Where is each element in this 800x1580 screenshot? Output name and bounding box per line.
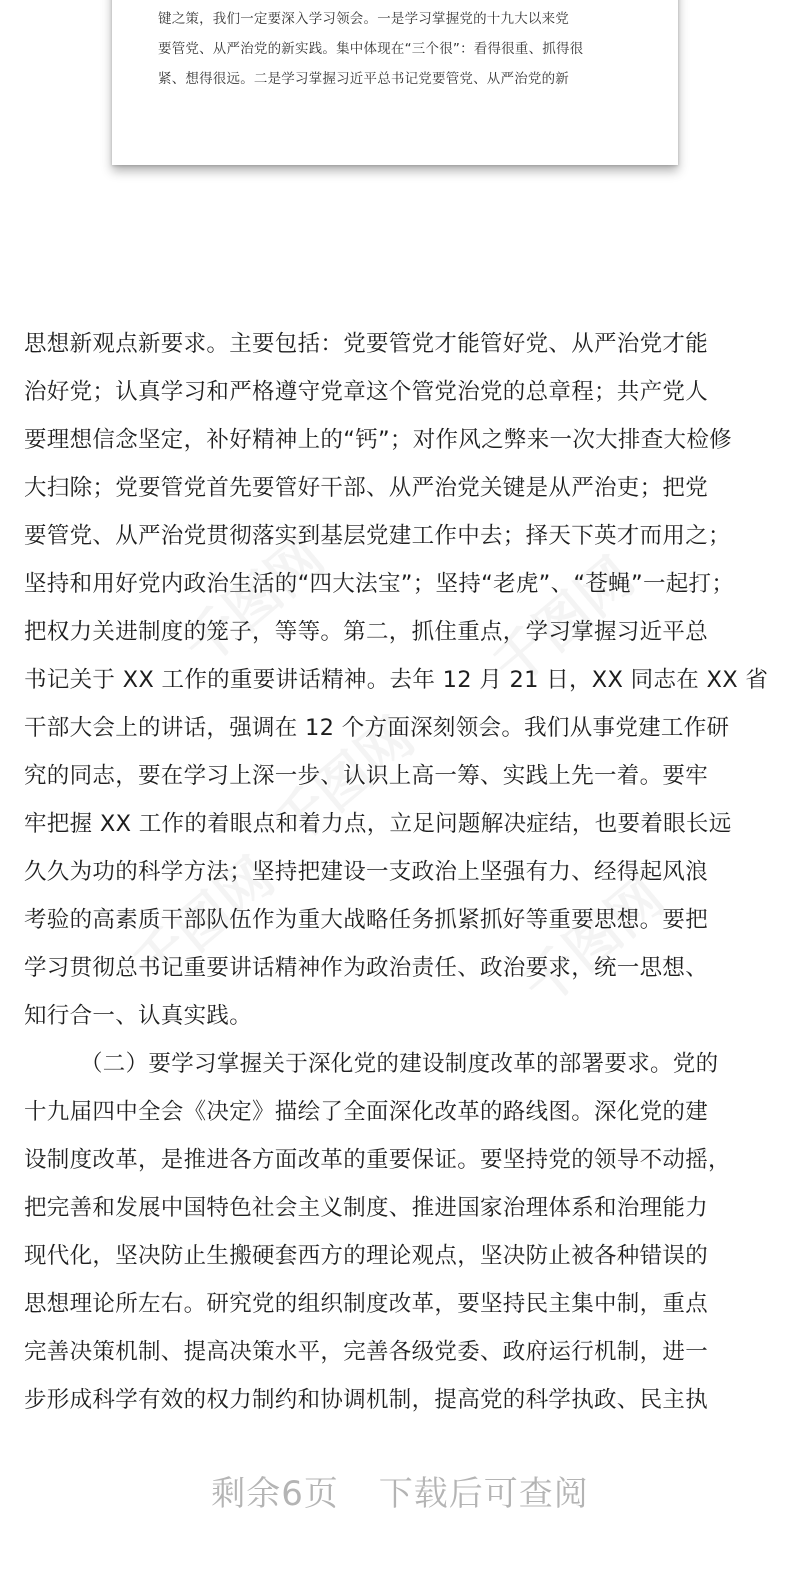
section-heading-line: （二）要学习掌握关于深化党的建设制度改革的部署要求。党的	[80, 1051, 719, 1077]
body-line: 坚持和用好党内政治生活的“四大法宝”；坚持“老虎”、“苍蝇”一起打；	[24, 571, 735, 597]
body-line: 究的同志，要在学习上深一步、认识上高一筹、实践上先一着。要牢	[24, 763, 709, 789]
download-to-view-label[interactable]: 下载后可查阅	[378, 1474, 589, 1514]
body-line: 把完善和发展中国特色社会主义制度、推进国家治理体系和治理能力	[24, 1195, 709, 1221]
body-line: 干部大会上的讲话，强调在 12 个方面深刻领会。我们从事党建工作研	[24, 715, 730, 741]
body-line: 思想理论所左右。研究党的组织制度改革，要坚持民主集中制，重点	[24, 1291, 709, 1317]
preview-text	[158, 4, 638, 94]
body-line: 知行合一、认真实践。	[24, 1003, 253, 1029]
document-body	[24, 320, 784, 1424]
remaining-pages-label: 剩余6页	[211, 1474, 339, 1514]
body-line: 完善决策机制、提高决策水平，完善各级党委、政府运行机制，进一	[24, 1339, 709, 1365]
watermark: 千图网	[261, 705, 426, 858]
body-line: 治好党；认真学习和严格遵守党章这个管党治党的总章程；共产党人	[24, 379, 709, 405]
body-line: 要管党、从严治党贯彻落实到基层党建工作中去；择天下英才而用之；	[24, 523, 731, 549]
preview-line: 键之策，我们一定要深入学习领会。一是学习掌握党的十九大以来党	[158, 11, 569, 27]
watermark: 千图网	[481, 545, 646, 698]
watermark: 千图网	[511, 865, 676, 1018]
body-line: 十九届四中全会《决定》描绘了全面深化改革的路线图。深化党的建	[24, 1099, 709, 1125]
body-line: 设制度改革，是推进各方面改革的重要保证。要坚持党的领导不动摇，	[24, 1147, 731, 1173]
body-line: 思想新观点新要求。主要包括：党要管党才能管好党、从严治党才能	[24, 331, 709, 357]
body-line: 要理想信念坚定，补好精神上的“钙”；对作风之弊来一次大排查大检修	[24, 427, 732, 453]
download-prompt[interactable]	[0, 1466, 800, 1515]
body-line: 步形成科学有效的权力制约和协调机制，提高党的科学执政、民主执	[24, 1387, 709, 1413]
body-line: 大扫除；党要管党首先要管好干部、从严治党关键是从严治吏；把党	[24, 475, 709, 501]
watermark: 千图网	[171, 525, 336, 678]
preview-line: 紧、想得很远。二是学习掌握习近平总书记党要管党、从严治党的新	[158, 71, 569, 87]
body-line: 牢把握 XX 工作的着眼点和着力点，立足问题解决症结，也要着眼长远	[24, 811, 732, 837]
preview-line: 要管党、从严治党的新实践。集中体现在“三个很”：看得很重、抓得很	[158, 41, 584, 57]
watermark: 千图网	[121, 845, 286, 998]
body-line: 久久为功的科学方法；坚持把建设一支政治上坚强有力、经得起风浪	[24, 859, 709, 885]
body-line: 考验的高素质干部队伍作为重大战略任务抓紧抓好等重要思想。要把	[24, 907, 709, 933]
body-line: 现代化，坚决防止生搬硬套西方的理论观点，坚决防止被各种错误的	[24, 1243, 709, 1269]
body-line: 学习贯彻总书记重要讲话精神作为政治责任、政治要求，统一思想、	[24, 955, 709, 981]
previous-page-preview	[112, 0, 678, 165]
body-line: 书记关于 XX 工作的重要讲话精神。去年 12 月 21 日，XX 同志在 XX 省	[24, 667, 769, 693]
body-line: 把权力关进制度的笼子，等等。第二，抓住重点，学习掌握习近平总	[24, 619, 709, 645]
